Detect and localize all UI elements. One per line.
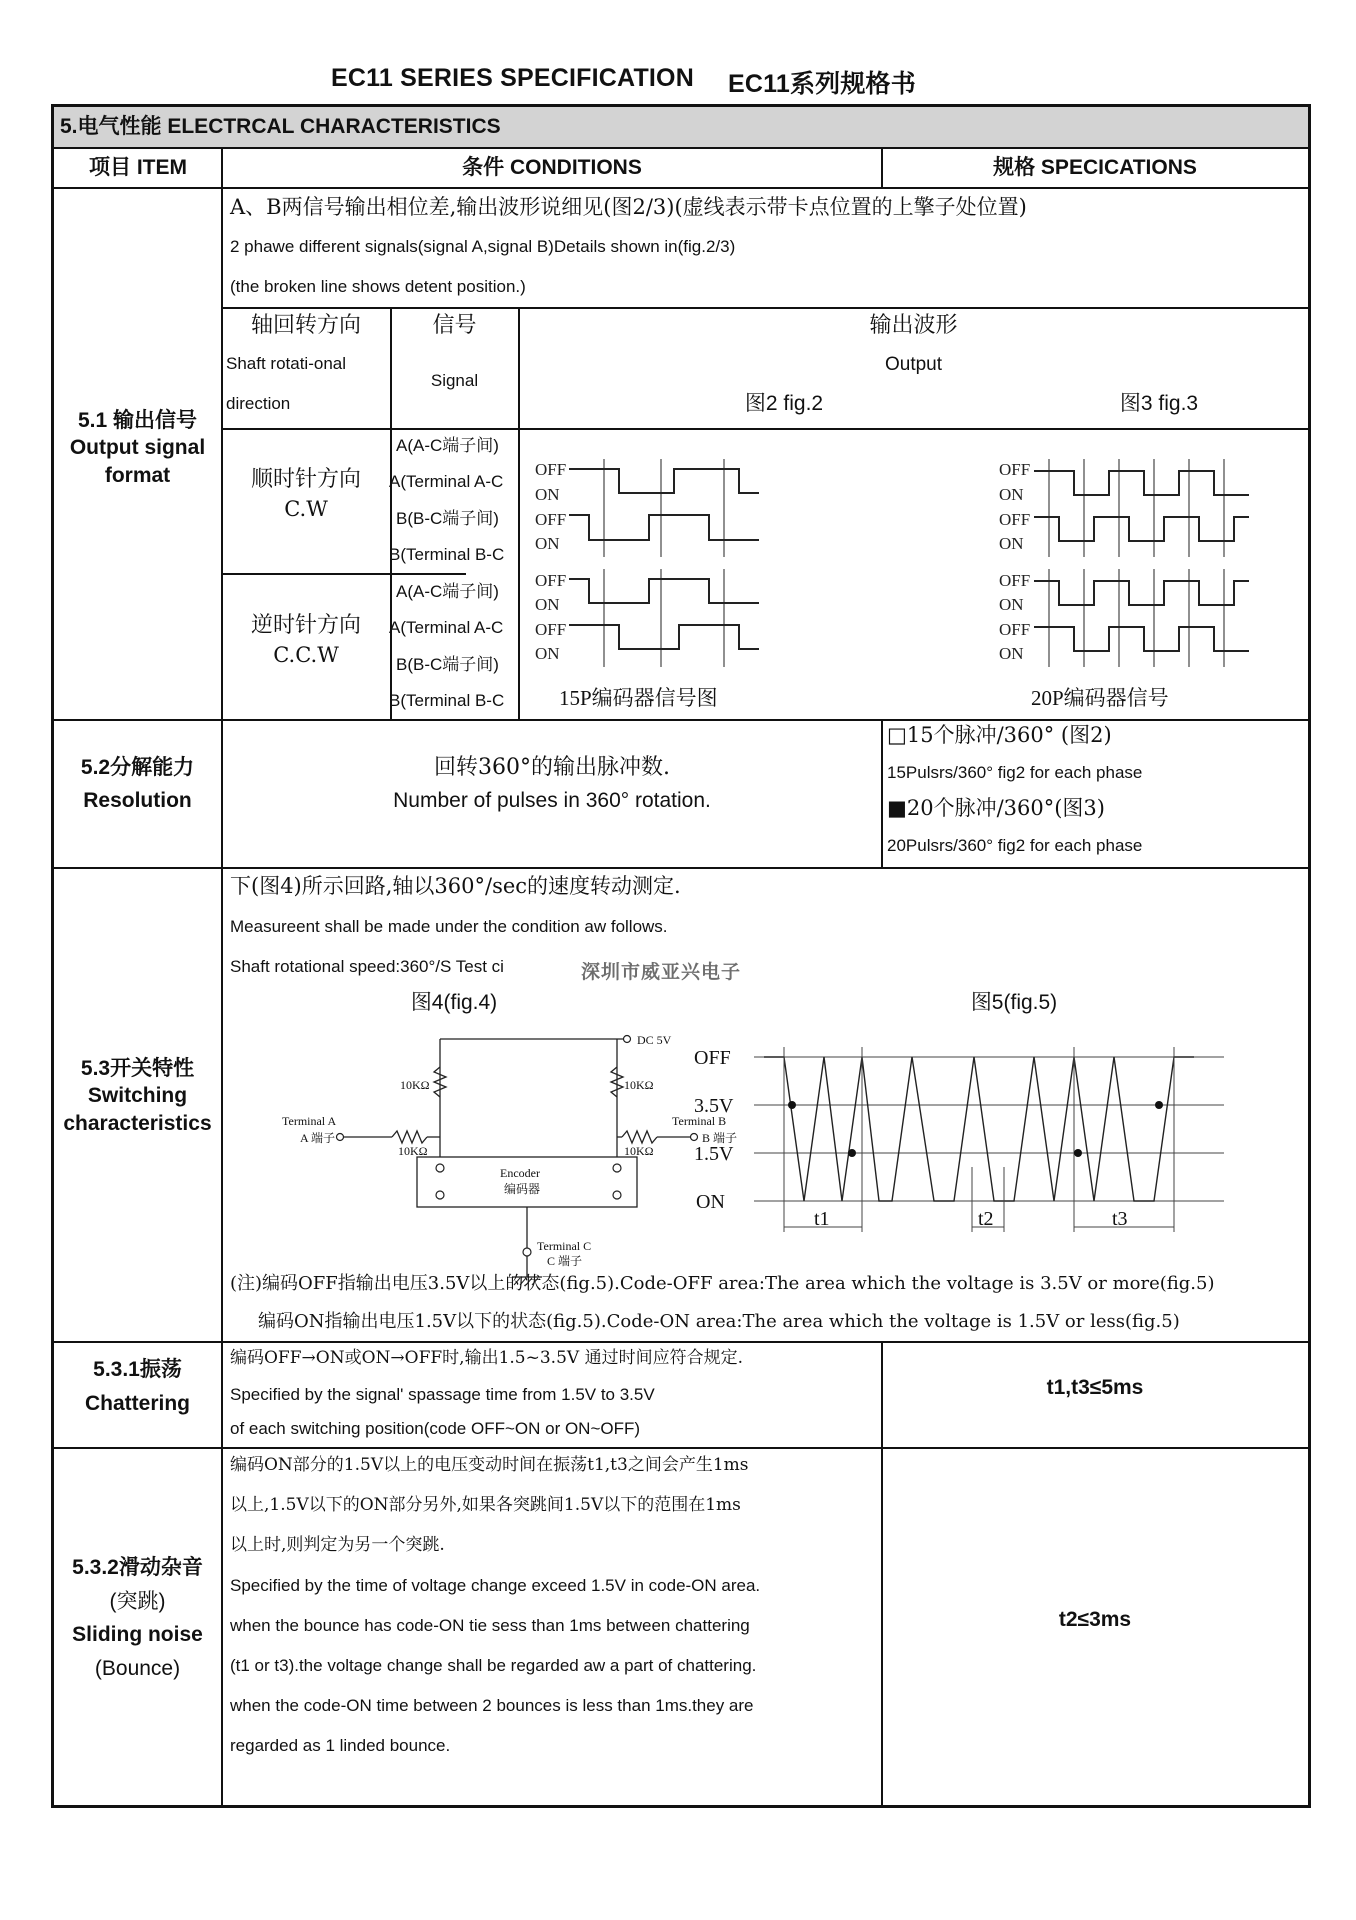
r531-line1: 编码OFF→ON或ON→OFF时,输出1.5~3.5V 通过时间应符合规定. [230,1348,743,1368]
wave-t2: t2 [978,1208,994,1230]
header-item: 项目 ITEM [89,156,187,179]
item-5-1-en1: Output signal [69,436,206,460]
sig-en: Signal [430,371,479,390]
fig2-label: 图2 fig.2 [744,392,824,415]
fig5-label: 图5(fig.5) [970,991,1058,1014]
r531-line2: Specified by the signal' spassage time from 1.5V to 3.5V [230,1385,655,1404]
sig-a-en: A(Terminal A-C [389,618,504,637]
sig-a-cn: A(A-C端子间) [396,436,499,455]
caption-15p: 15P编码器信号图 [559,686,718,710]
circuit-node [436,1164,444,1172]
column-divider [221,147,223,1805]
resistor-b2 [622,1131,657,1143]
sig-b-cn: B(B-C端子间) [396,509,499,528]
crossing-point [788,1101,796,1109]
r51-line2: 2 phawe different signals(signal A,signal B)Details shown in(fig.2/3) [230,237,736,256]
fig3-waves [1034,471,1249,651]
item-5-3-1-en: Chattering [85,1392,190,1415]
item-5-2-en: Resolution [83,789,192,812]
r52-cond-en: Number of pulses in 360° rotation. [393,789,711,812]
out-en: Output [884,354,943,375]
item-5-1-cn: 5.1 输出信号 [77,409,198,432]
enc-cn: 编码器 [504,1182,541,1196]
sig-a-cn: A(A-C端子间) [396,582,499,601]
section-title: 5.电气性能 ELECTRCAL CHARACTERISTICS [60,115,501,138]
term-b-cn: B 端子 [702,1131,738,1145]
rule [54,187,1308,189]
lbl-on: ON [535,644,560,663]
ccw-cn: 逆时针方向 [250,613,361,638]
lbl-off: OFF [999,510,1031,529]
lbl-off: OFF [535,460,567,479]
rule [54,147,1308,149]
fig3-ccw-b-wave [1034,627,1249,651]
crossing-point [1155,1101,1163,1109]
dir-en1: Shaft rotati-onal [226,354,347,373]
circuit-labels [282,1033,737,1268]
wave-level-labels [535,460,1030,663]
item-5-3-2-en1: Sliding noise [72,1623,203,1647]
circuit-node [337,1134,344,1141]
r-b1-label: 10KΩ [624,1078,654,1092]
sig-a-en: A(Terminal A-C [389,472,504,491]
item-5-3-2-cn2: (突跳) [109,1589,166,1613]
term-a-cn: A 端子 [300,1131,336,1145]
r532-line: regarded as 1 linded bounce. [230,1736,451,1755]
r51-line3: (the broken line shows detent position.) [230,277,526,296]
term-b-en: Terminal B [672,1114,727,1128]
rule [222,307,1308,309]
column-divider [881,147,883,188]
crossing-point [848,1149,856,1157]
lbl-off: OFF [999,571,1031,590]
spec-table [51,104,1311,1808]
r52-cond-cn: 回转360°的输出脉冲数. [434,755,670,780]
wave-t1: t1 [814,1208,830,1230]
item-5-3-2-cn1: 5.3.2滑动杂音 [72,1556,203,1579]
item-5-2-cn: 5.2分解能力 [80,756,195,779]
fig3-label: 图3 fig.3 [1119,392,1199,415]
out-cn: 输出波形 [869,313,958,338]
r52-spec2-cn: ■20个脉冲/360°(图3) [887,796,1105,820]
signal-labels [391,429,518,719]
r53-note2: 编码ON指输出电压1.5V以下的状态(fig.5).Code-ON area:The area which the voltage is 1.5V or less(fig.5) [258,1311,1180,1332]
level-lines [754,1057,1224,1201]
wave-1-5v: 1.5V [694,1143,734,1165]
title-en: EC11 SERIES SPECIFICATION [331,64,694,92]
r-a1-label: 10KΩ [400,1078,430,1092]
sig-b-cn: B(B-C端子间) [396,655,499,674]
enc-en: Encoder [500,1166,540,1180]
fig2-waves [569,469,759,649]
watermark-text: 深圳市威亚兴电子 [581,962,742,983]
item-5-3-2 [54,1551,221,1685]
r53-line1: 下(图4)所示回路,轴以360°/sec的速度转动测定. [230,874,681,898]
header-specs: 规格 SPECICATIONS [993,156,1197,179]
item-5-3-2-en2: (Bounce) [94,1656,181,1680]
item-5-3 [54,1055,221,1137]
circuit-node [613,1164,621,1172]
item-5-3-en2: characteristics [63,1111,212,1135]
section-header [54,107,1308,147]
r532-line: 以上,1.5V以下的ON部分另外,如果各突跳间1.5V以下的范围在1ms [230,1495,741,1515]
lbl-on: ON [999,595,1024,614]
r531-line3: of each switching position(code OFF~ON or ON~OFF) [230,1419,641,1438]
rule [54,867,1308,869]
time-markers [784,1047,1174,1232]
lbl-on: ON [999,485,1024,504]
fig3-cw-a-wave [1034,471,1249,495]
circuit-lines [342,1039,692,1277]
r52-spec1-en: 15Pulsrs/360° fig2 for each phase [887,763,1143,782]
header-conditions: 条件 CONDITIONS [462,156,642,179]
circuit-node [613,1191,621,1199]
dir-en2: direction [226,394,291,413]
cw-en: C.W [284,497,328,521]
rule [54,1341,1308,1343]
r532-line: when the code-ON time between 2 bounces is less than 1ms.they are [230,1696,754,1715]
fig2-ccw-b-wave [569,625,759,649]
dir-cn: 轴回转方向 [250,313,361,338]
circuit-node [624,1036,631,1043]
resistor-a2 [392,1131,427,1143]
item-5-3-cn: 5.3开关特性 [80,1057,195,1080]
cw-cn: 顺时针方向 [250,467,361,492]
lbl-off: OFF [999,460,1031,479]
term-a-en: Terminal A [282,1114,337,1128]
fig3-ccw-a-wave [1034,581,1249,605]
term-c-en: Terminal C [537,1239,592,1253]
r52-spec2-en: 20Pulsrs/360° fig2 for each phase [887,836,1143,855]
r-b2-label: 10KΩ [624,1144,654,1158]
lbl-on: ON [535,595,560,614]
r532-line: Specified by the time of voltage change exceed 1.5V in code-ON area. [230,1576,761,1595]
r532-line: 编码ON部分的1.5V以上的电压变动时间在振荡t1,t3之间会产生1ms [230,1455,749,1475]
fig2-ccw-a-wave [569,579,759,603]
wave-off: OFF [694,1047,731,1069]
rule [54,719,1308,721]
dc-label: DC 5V [637,1033,672,1047]
r53-line2: Measureent shall be made under the condition aw follows. [230,917,668,936]
item-5-3-en1: Switching [87,1084,188,1108]
wave-t3: t3 [1112,1208,1128,1230]
item-5-3-1-cn: 5.3.1振荡 [93,1358,182,1381]
fig2-detent-lines [604,459,724,667]
wave-on: ON [696,1191,725,1213]
circuit-node [436,1191,444,1199]
r53-note1: (注)编码OFF指输出电压3.5V以上的状态(fig.5).Code-OFF area:The area which the voltage is 3.5V or more(fig.5) [230,1273,1215,1294]
lbl-off: OFF [999,620,1031,639]
fig2-cw-b-wave [569,515,759,540]
fig2-cw-a-wave [569,469,759,493]
r531-spec: t1,t3≤5ms [1046,1376,1144,1399]
page-title [0,64,1356,100]
r532-line: 以上时,则判定为另一个突跳. [230,1535,445,1555]
waveform-figures [519,429,1309,719]
r-a2-label: 10KΩ [398,1144,428,1158]
sig-b-en: B(Terminal B-C [389,691,505,710]
lbl-off: OFF [535,620,567,639]
item-5-1 [54,407,221,489]
r53-line3: Shaft rotational speed:360°/S Test ci [230,957,504,976]
circuit-node [523,1248,531,1256]
fig3-cw-b-wave [1034,517,1249,541]
lbl-on: ON [999,534,1024,553]
ccw-en: C.C.W [273,643,339,667]
r532-line: when the bounce has code-ON tie sess than 1ms between chattering [230,1616,750,1635]
wave-3-5v: 3.5V [694,1095,734,1117]
crossing-point [1074,1149,1082,1157]
r532-line: (t1 or t3).the voltage change shall be regarded aw a part of chattering. [230,1656,757,1675]
item-5-1-en2: format [104,463,171,487]
term-c-cn: C 端子 [547,1254,583,1268]
bounce-wave [764,1057,1194,1201]
caption-20p: 20P编码器信号 [1031,686,1169,710]
lbl-off: OFF [535,510,567,529]
lbl-on: ON [535,534,560,553]
column-divider [881,1341,883,1805]
sig-cn: 信号 [432,313,477,338]
lbl-on: ON [535,485,560,504]
sig-b-en: B(Terminal B-C [389,545,505,564]
r52-spec1-cn: □15个脉冲/360° (图2) [887,723,1112,747]
voltage-waveform-diagram [674,1027,1274,1357]
r51-line1: A、B两信号输出相位差,输出波形说细见(图2/3)(虚线表示带卡点位置的上擎子处位置) [230,195,1027,219]
fig3-detent-lines [1049,459,1224,667]
lbl-on: ON [999,644,1024,663]
rule [54,1447,1308,1449]
r532-spec: t2≤3ms [1058,1608,1132,1631]
fig4-label: 图4(fig.4) [410,991,498,1014]
lbl-off: OFF [535,571,567,590]
title-cn: EC11系列规格书 [728,70,916,98]
